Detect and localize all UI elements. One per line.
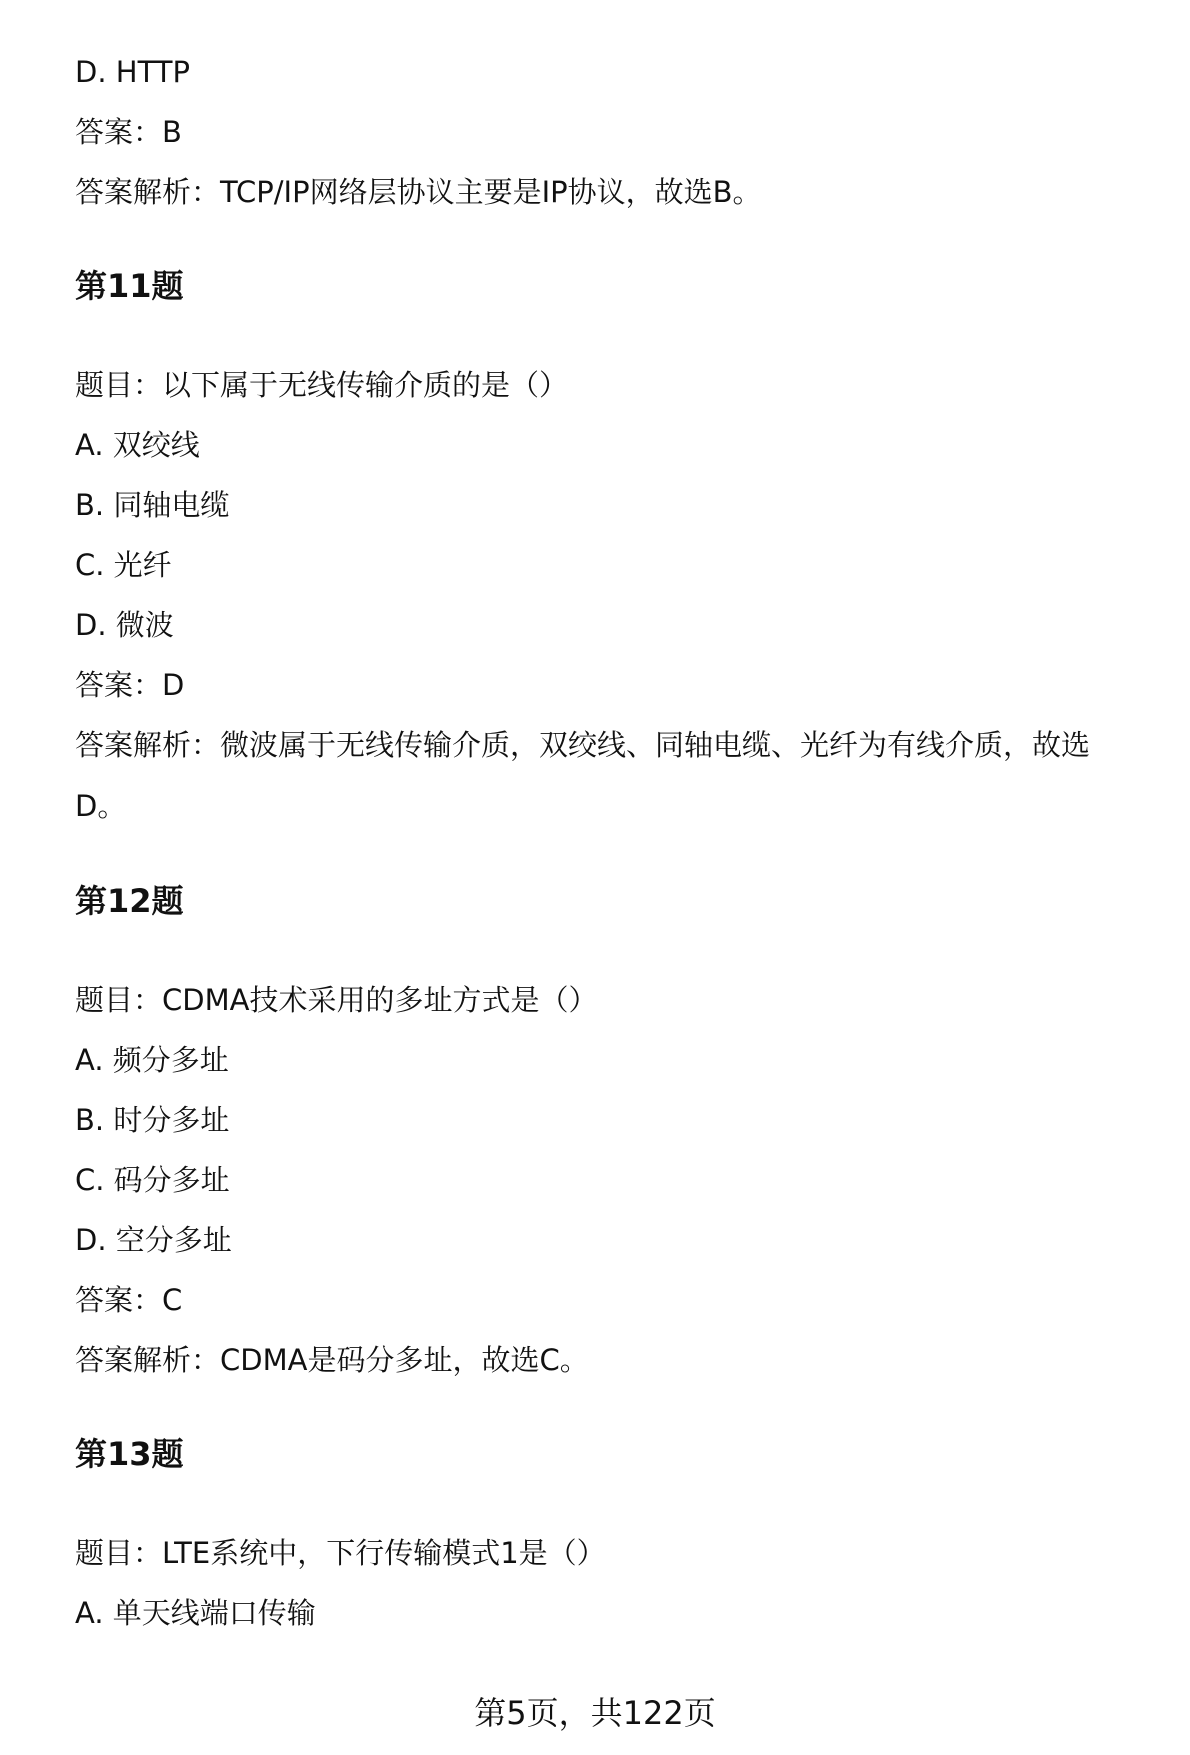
option-d: D. HTTP <box>75 55 190 89</box>
answer: 答案：B <box>75 115 182 149</box>
question-heading-12: 第12题 <box>75 882 184 920</box>
option-c: C. 码分多址 <box>75 1163 230 1197</box>
question-text: 题目：以下属于无线传输介质的是（） <box>75 368 569 402</box>
option-a: A. 双绞线 <box>75 428 200 462</box>
answer: 答案：C <box>75 1283 183 1317</box>
document-body <box>75 42 1135 1643</box>
answer-explanation: 答案解析：微波属于无线传输介质，双绞线、同轴电缆、光纤为有线介质，故选D。 <box>75 728 1091 823</box>
question-text: 题目：LTE系统中，下行传输模式1是（） <box>75 1536 606 1570</box>
option-d: D. 微波 <box>75 608 174 642</box>
answer: 答案：D <box>75 668 185 702</box>
option-b: B. 时分多址 <box>75 1103 230 1137</box>
question-text: 题目：CDMA技术采用的多址方式是（） <box>75 983 598 1017</box>
option-a: A. 单天线端口传输 <box>75 1596 316 1630</box>
option-a: A. 频分多址 <box>75 1043 229 1077</box>
question-heading-11: 第11题 <box>75 267 184 305</box>
option-b: B. 同轴电缆 <box>75 488 230 522</box>
answer-explanation: 答案解析：TCP/IP网络层协议主要是IP协议，故选B。 <box>75 175 762 209</box>
option-c: C. 光纤 <box>75 548 172 582</box>
option-d: D. 空分多址 <box>75 1223 232 1257</box>
question-heading-13: 第13题 <box>75 1435 184 1473</box>
page-footer: 第5页，共122页 <box>474 1694 716 1732</box>
answer-explanation: 答案解析：CDMA是码分多址，故选C。 <box>75 1343 589 1377</box>
